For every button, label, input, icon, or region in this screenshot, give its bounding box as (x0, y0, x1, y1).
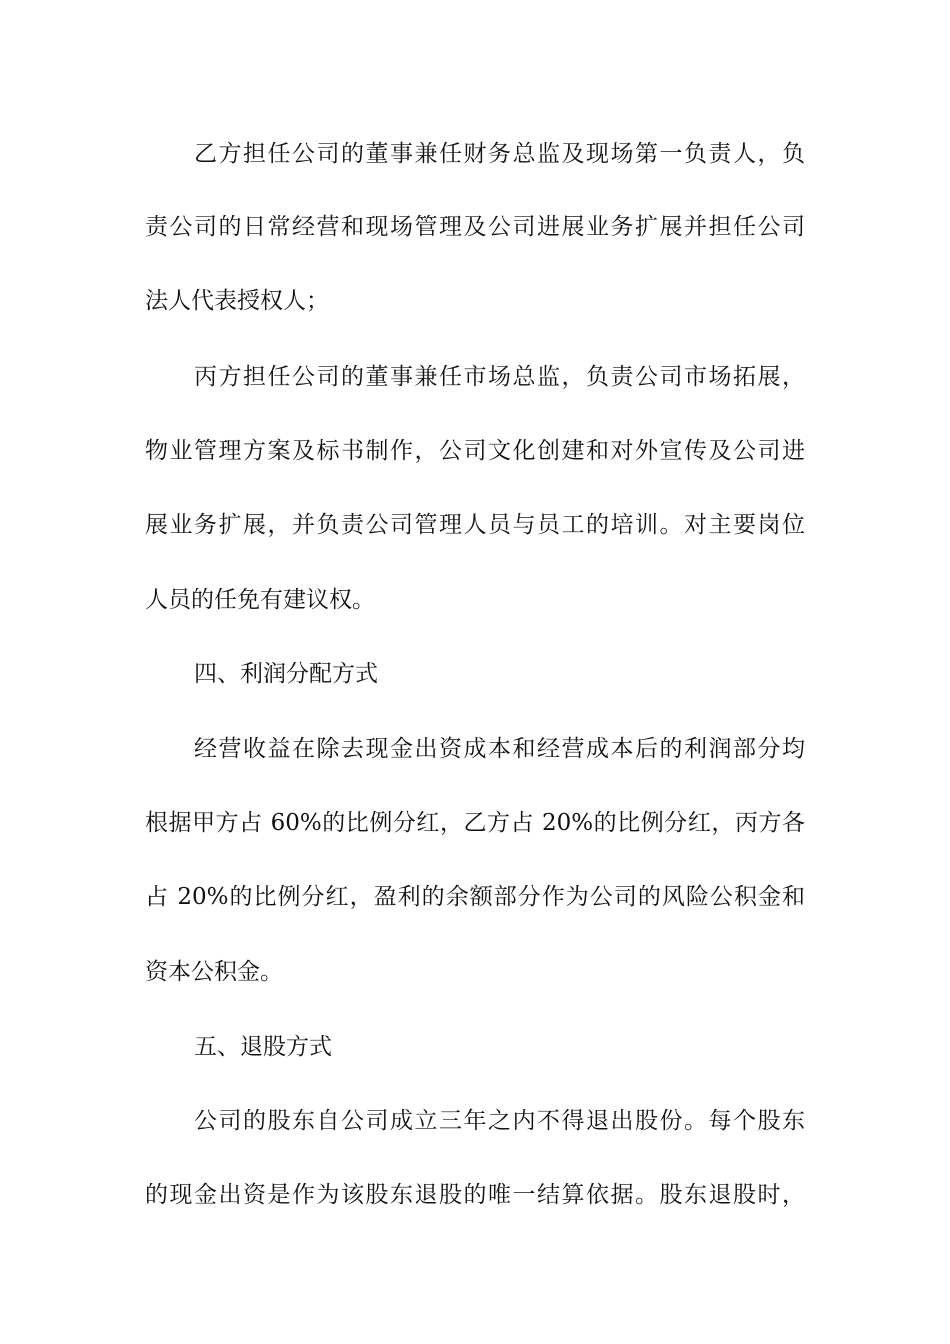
paragraph-bing-line-4: 人员的任免有建议权。 (145, 587, 375, 613)
paragraph-yi-line-1: 乙方担任公司的董事兼任财务总监及现场第一负责人，负 (194, 141, 805, 167)
paragraph-yi-line-2: 责公司的日常经营和现场管理及公司进展业务扩展并担任公司 (145, 214, 805, 240)
section-heading-withdrawal: 五、退股方式 (194, 1034, 332, 1060)
paragraph-bing-line-1: 丙方担任公司的董事兼任市场总监，负责公司市场拓展， (194, 364, 805, 390)
paragraph-profit-line-1: 经营收益在除去现金出资成本和经营成本后的利润部分均 (194, 736, 805, 762)
paragraph-bing-line-2: 物业管理方案及标书制作，公司文化创建和对外宣传及公司进 (145, 438, 805, 464)
paragraph-withdrawal-line-1: 公司的股东自公司成立三年之内不得退出股份。每个股东 (194, 1108, 805, 1134)
paragraph-withdrawal-line-2: 的现金出资是作为该股东退股的唯一结算依据。股东退股时， (145, 1182, 805, 1208)
paragraph-profit-line-2: 根据甲方占 60%的比例分红，乙方占 20%的比例分红，丙方各 (145, 810, 805, 836)
paragraph-bing-line-3: 展业务扩展，并负责公司管理人员与员工的培训。对主要岗位 (145, 512, 805, 538)
section-heading-profit: 四、利润分配方式 (194, 661, 378, 687)
paragraph-profit-line-3: 占 20%的比例分红，盈利的余额部分作为公司的风险公积金和 (145, 884, 805, 910)
paragraph-profit-line-4: 资本公积金。 (145, 959, 283, 985)
paragraph-yi-line-3: 法人代表授权人； (145, 288, 329, 314)
